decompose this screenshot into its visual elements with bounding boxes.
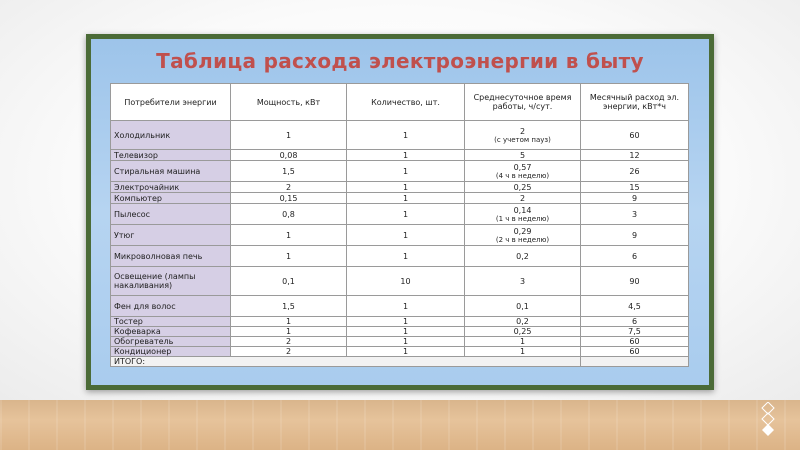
quantity-cell: 1 bbox=[347, 317, 465, 327]
col-header-hours: Среднесуточное время работы, ч/сут. bbox=[465, 84, 581, 121]
consumption-table bbox=[110, 83, 689, 367]
power-cell: 2 bbox=[231, 182, 347, 193]
monthly-cell: 26 bbox=[581, 161, 689, 182]
monthly-cell: 12 bbox=[581, 150, 689, 161]
hours-note: (с учетом пауз) bbox=[494, 135, 551, 144]
hours-cell: 1 bbox=[465, 347, 581, 357]
consumer-name: Телевизор bbox=[111, 150, 231, 161]
table-row bbox=[111, 161, 689, 182]
consumer-name: Электрочайник bbox=[111, 182, 231, 193]
quantity-cell: 1 bbox=[347, 204, 465, 225]
col-header-quantity: Количество, шт. bbox=[347, 84, 465, 121]
consumer-name: Пылесос bbox=[111, 204, 231, 225]
quantity-cell: 1 bbox=[347, 225, 465, 246]
quantity-cell: 1 bbox=[347, 327, 465, 337]
hours-cell: 0,1 bbox=[465, 296, 581, 317]
consumer-name: Микроволновая печь bbox=[111, 246, 231, 267]
col-header-monthly: Месячный расход эл. энергии, кВт*ч bbox=[581, 84, 689, 121]
quantity-cell: 1 bbox=[347, 161, 465, 182]
table-row bbox=[111, 317, 689, 327]
table-row bbox=[111, 337, 689, 347]
col-header-consumer: Потребители энергии bbox=[111, 84, 231, 121]
table-row bbox=[111, 296, 689, 317]
consumer-name: Кондиционер bbox=[111, 347, 231, 357]
hours-cell: 0,25 bbox=[465, 327, 581, 337]
hours-note: (1 ч в неделю) bbox=[495, 214, 550, 223]
table-row bbox=[111, 204, 689, 225]
table-header-row bbox=[111, 84, 689, 121]
hours-value: 0,29 bbox=[513, 226, 532, 236]
board-panel bbox=[91, 39, 709, 385]
table-row bbox=[111, 327, 689, 337]
power-cell: 1 bbox=[231, 225, 347, 246]
consumer-name: Освещение (лампы накаливания) bbox=[111, 267, 231, 296]
hours-cell: 0,2 bbox=[465, 317, 581, 327]
monthly-cell: 60 bbox=[581, 121, 689, 150]
power-cell: 1 bbox=[231, 246, 347, 267]
table-row bbox=[111, 347, 689, 357]
table-row bbox=[111, 225, 689, 246]
consumer-name: Компьютер bbox=[111, 193, 231, 204]
quantity-cell: 1 bbox=[347, 296, 465, 317]
consumption-table-wrap bbox=[110, 83, 688, 367]
table-row bbox=[111, 150, 689, 161]
monthly-cell: 4,5 bbox=[581, 296, 689, 317]
table-row bbox=[111, 193, 689, 204]
power-cell: 1 bbox=[231, 317, 347, 327]
table-row bbox=[111, 267, 689, 296]
hours-cell bbox=[465, 225, 581, 246]
monthly-cell: 9 bbox=[581, 225, 689, 246]
hours-cell bbox=[465, 161, 581, 182]
power-cell: 0,1 bbox=[231, 267, 347, 296]
monthly-cell: 7,5 bbox=[581, 327, 689, 337]
power-cell: 1 bbox=[231, 121, 347, 150]
wood-floor bbox=[0, 400, 800, 450]
consumer-name: Стиральная машина bbox=[111, 161, 231, 182]
hours-note: (4 ч в неделю) bbox=[495, 171, 550, 180]
table-row bbox=[111, 121, 689, 150]
hours-value: 2 bbox=[519, 126, 526, 136]
power-cell: 2 bbox=[231, 337, 347, 347]
hours-note: (2 ч в неделю) bbox=[495, 235, 550, 244]
power-cell: 0,08 bbox=[231, 150, 347, 161]
monthly-cell: 6 bbox=[581, 317, 689, 327]
monthly-cell: 60 bbox=[581, 337, 689, 347]
monthly-cell: 9 bbox=[581, 193, 689, 204]
hours-cell: 2 bbox=[465, 193, 581, 204]
power-cell: 0,8 bbox=[231, 204, 347, 225]
consumer-name: Фен для волос bbox=[111, 296, 231, 317]
quantity-cell: 1 bbox=[347, 182, 465, 193]
total-label: ИТОГО: bbox=[111, 357, 581, 367]
power-cell: 2 bbox=[231, 347, 347, 357]
monthly-cell: 60 bbox=[581, 347, 689, 357]
consumer-name: Тостер bbox=[111, 317, 231, 327]
power-cell: 0,15 bbox=[231, 193, 347, 204]
hours-cell: 5 bbox=[465, 150, 581, 161]
hours-value: 0,57 bbox=[513, 162, 532, 172]
hours-cell: 0,2 bbox=[465, 246, 581, 267]
power-cell: 1,5 bbox=[231, 161, 347, 182]
table-row bbox=[111, 182, 689, 193]
hours-cell bbox=[465, 121, 581, 150]
consumer-name: Обогреватель bbox=[111, 337, 231, 347]
diamond-ornament-icon bbox=[758, 402, 778, 436]
monthly-cell: 6 bbox=[581, 246, 689, 267]
total-value bbox=[581, 357, 689, 367]
hours-cell bbox=[465, 204, 581, 225]
hours-value: 0,14 bbox=[513, 205, 532, 215]
hours-cell: 0,25 bbox=[465, 182, 581, 193]
quantity-cell: 1 bbox=[347, 246, 465, 267]
monthly-cell: 90 bbox=[581, 267, 689, 296]
consumer-name: Холодильник bbox=[111, 121, 231, 150]
monthly-cell: 3 bbox=[581, 204, 689, 225]
col-header-power: Мощность, кВт bbox=[231, 84, 347, 121]
consumer-name: Кофеварка bbox=[111, 327, 231, 337]
table-board bbox=[86, 34, 714, 390]
monthly-cell: 15 bbox=[581, 182, 689, 193]
power-cell: 1,5 bbox=[231, 296, 347, 317]
power-cell: 1 bbox=[231, 327, 347, 337]
page-title: Таблица расхода электроэнергии в быту bbox=[156, 49, 644, 73]
quantity-cell: 1 bbox=[347, 121, 465, 150]
table-row bbox=[111, 246, 689, 267]
consumer-name: Утюг bbox=[111, 225, 231, 246]
total-row bbox=[111, 357, 689, 367]
quantity-cell: 1 bbox=[347, 337, 465, 347]
hours-cell: 3 bbox=[465, 267, 581, 296]
quantity-cell: 1 bbox=[347, 347, 465, 357]
hours-cell: 1 bbox=[465, 337, 581, 347]
quantity-cell: 1 bbox=[347, 193, 465, 204]
quantity-cell: 1 bbox=[347, 150, 465, 161]
quantity-cell: 10 bbox=[347, 267, 465, 296]
